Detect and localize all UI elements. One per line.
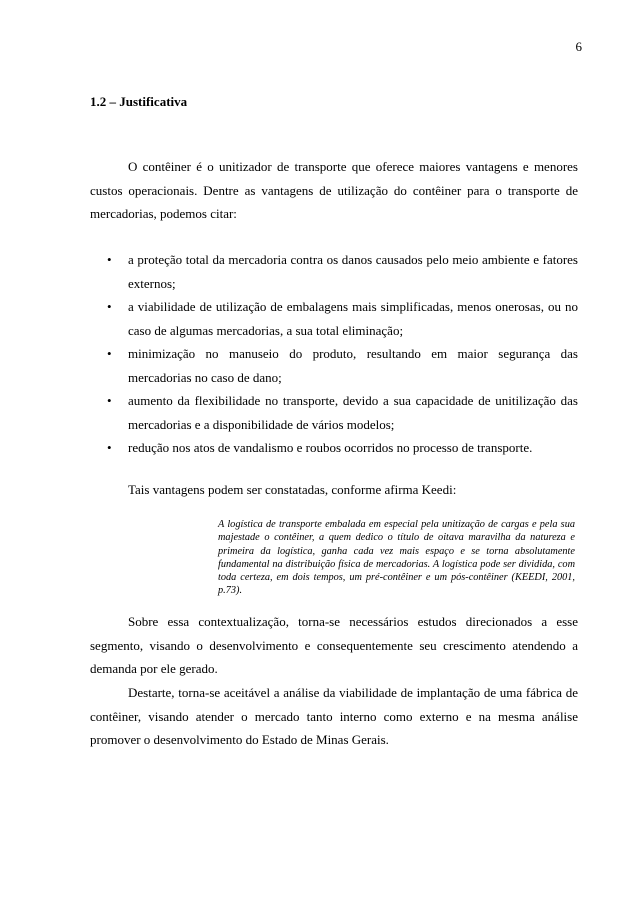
block-quote: A logística de transporte embalada em especial pela unitização de cargas e pela sua majestade o contêiner, a quem dedico o título de oitava maravilha da natureza e primeira da logística, ganha cada vez mais espaço e se torna absolutamente fundamental na distribuição física de mercadorias. A logística pode ser dividida, com toda certeza, em dois tempos, um pré-contêiner e um pós-contêiner (KEEDI, 2001, p.73). <box>218 519 575 597</box>
intro-paragraph: O contêiner é o unitizador de transporte que oferece maiores vantagens e menores custos operacionais. Dentre as vantagens de utilização do contêiner para o transporte de mercadorias, podemos citar: <box>90 159 578 221</box>
bullet-icon: • <box>107 299 112 314</box>
list-item-text: redução nos atos de vandalismo e roubos ocorridos no processo de transporte. <box>128 440 533 455</box>
list-item-text: a proteção total da mercadoria contra os danos causados pelo meio ambiente e fatores externos; <box>128 252 578 291</box>
list-item <box>90 436 578 460</box>
list-item-text: aumento da flexibilidade no transporte, devido a sua capacidade de unitilização das mercadorias e a disponibilidade de vários modelos; <box>128 393 578 432</box>
context-paragraph: Sobre essa contextualização, torna-se necessários estudos direcionados a esse segmento, visando o desenvolvimento e consequentemente seu crescimento atendendo a demanda por ele gerado. <box>90 614 578 676</box>
list-item <box>90 295 578 342</box>
bullet-icon: • <box>107 346 112 361</box>
conclusion-paragraph: Destarte, torna-se aceitável a análise da viabilidade de implantação de uma fábrica de contêiner, visando atender o mercado tanto interno como externo e na mesma análise promover o desenvolvimento do Estado de Minas Gerais. <box>90 685 578 747</box>
list-item-text: minimização no manuseio do produto, resultando em maior segurança das mercadorias no caso de dano; <box>128 346 578 385</box>
list-item <box>90 342 578 389</box>
page-number: 6 <box>575 39 582 54</box>
evidence-lead-paragraph: Tais vantagens podem ser constatadas, conforme afirma Keedi: <box>128 482 457 497</box>
advantages-list <box>90 248 578 460</box>
list-item <box>90 389 578 436</box>
list-item <box>90 248 578 295</box>
bullet-icon: • <box>107 440 112 455</box>
list-item-text: a viabilidade de utilização de embalagens mais simplificadas, menos onerosas, ou no caso de algumas mercadorias, a sua total eliminação; <box>128 299 578 338</box>
section-heading: 1.2 – Justificativa <box>90 94 188 109</box>
bullet-icon: • <box>107 393 112 408</box>
bullet-icon: • <box>107 252 112 267</box>
